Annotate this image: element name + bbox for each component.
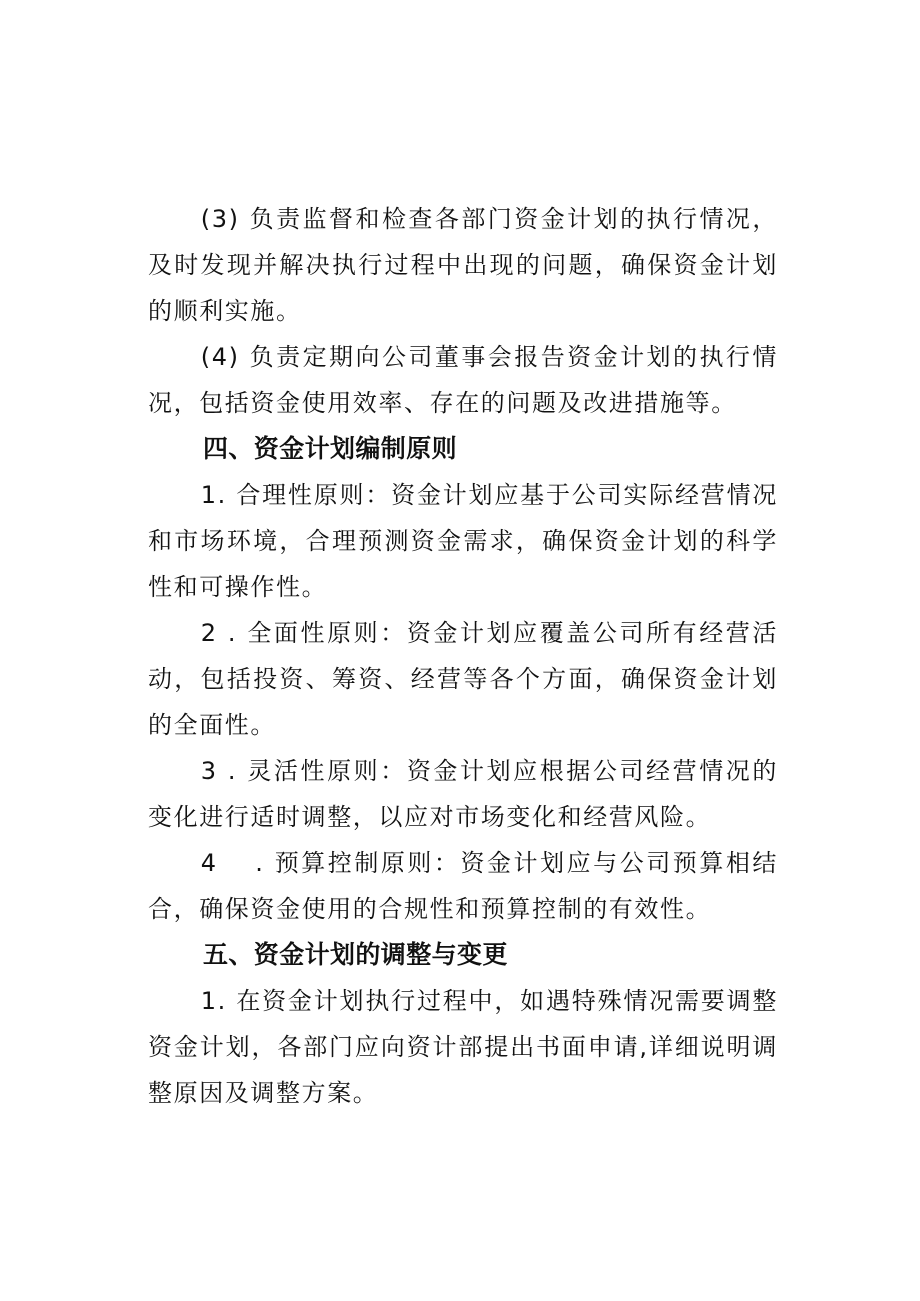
adjustment-item-1: 1. 在资金计划执行过程中，如遇特殊情况需要调整资金计划，各部门应向资计部提出书面申请,详细说明调整原因及调整方案。	[148, 987, 778, 1107]
document-body	[148, 196, 778, 1116]
principle-item-1: 1. 合理性原则：资金计划应基于公司实际经营情况和市场环境，合理预测资金需求，确保资金计划的科学性和可操作性。	[148, 481, 778, 601]
section-heading-5: 五、资金计划的调整与变更	[203, 940, 508, 969]
section-heading-4: 四、资金计划编制原则	[203, 434, 458, 463]
principle-item-2: 2 . 全面性原则：资金计划应覆盖公司所有经营活动，包括投资、筹资、经营等各个方面，确保资金计划的全面性。	[148, 619, 778, 739]
paragraph-duty-3: (3) 负责监督和检查各部门资金计划的执行情况，及时发现并解决执行过程中出现的问题，确保资金计划的顺利实施。	[148, 205, 778, 325]
paragraph-duty-4: (4) 负责定期向公司董事会报告资金计划的执行情况，包括资金使用效率、存在的问题及改进措施等。	[148, 343, 778, 417]
principle-item-4: 4 . 预算控制原则：资金计划应与公司预算相结合，确保资金使用的合规性和预算控制的有效性。	[148, 849, 778, 923]
principle-item-3: 3 . 灵活性原则：资金计划应根据公司经营情况的变化进行适时调整，以应对市场变化和经营风险。	[148, 757, 778, 831]
